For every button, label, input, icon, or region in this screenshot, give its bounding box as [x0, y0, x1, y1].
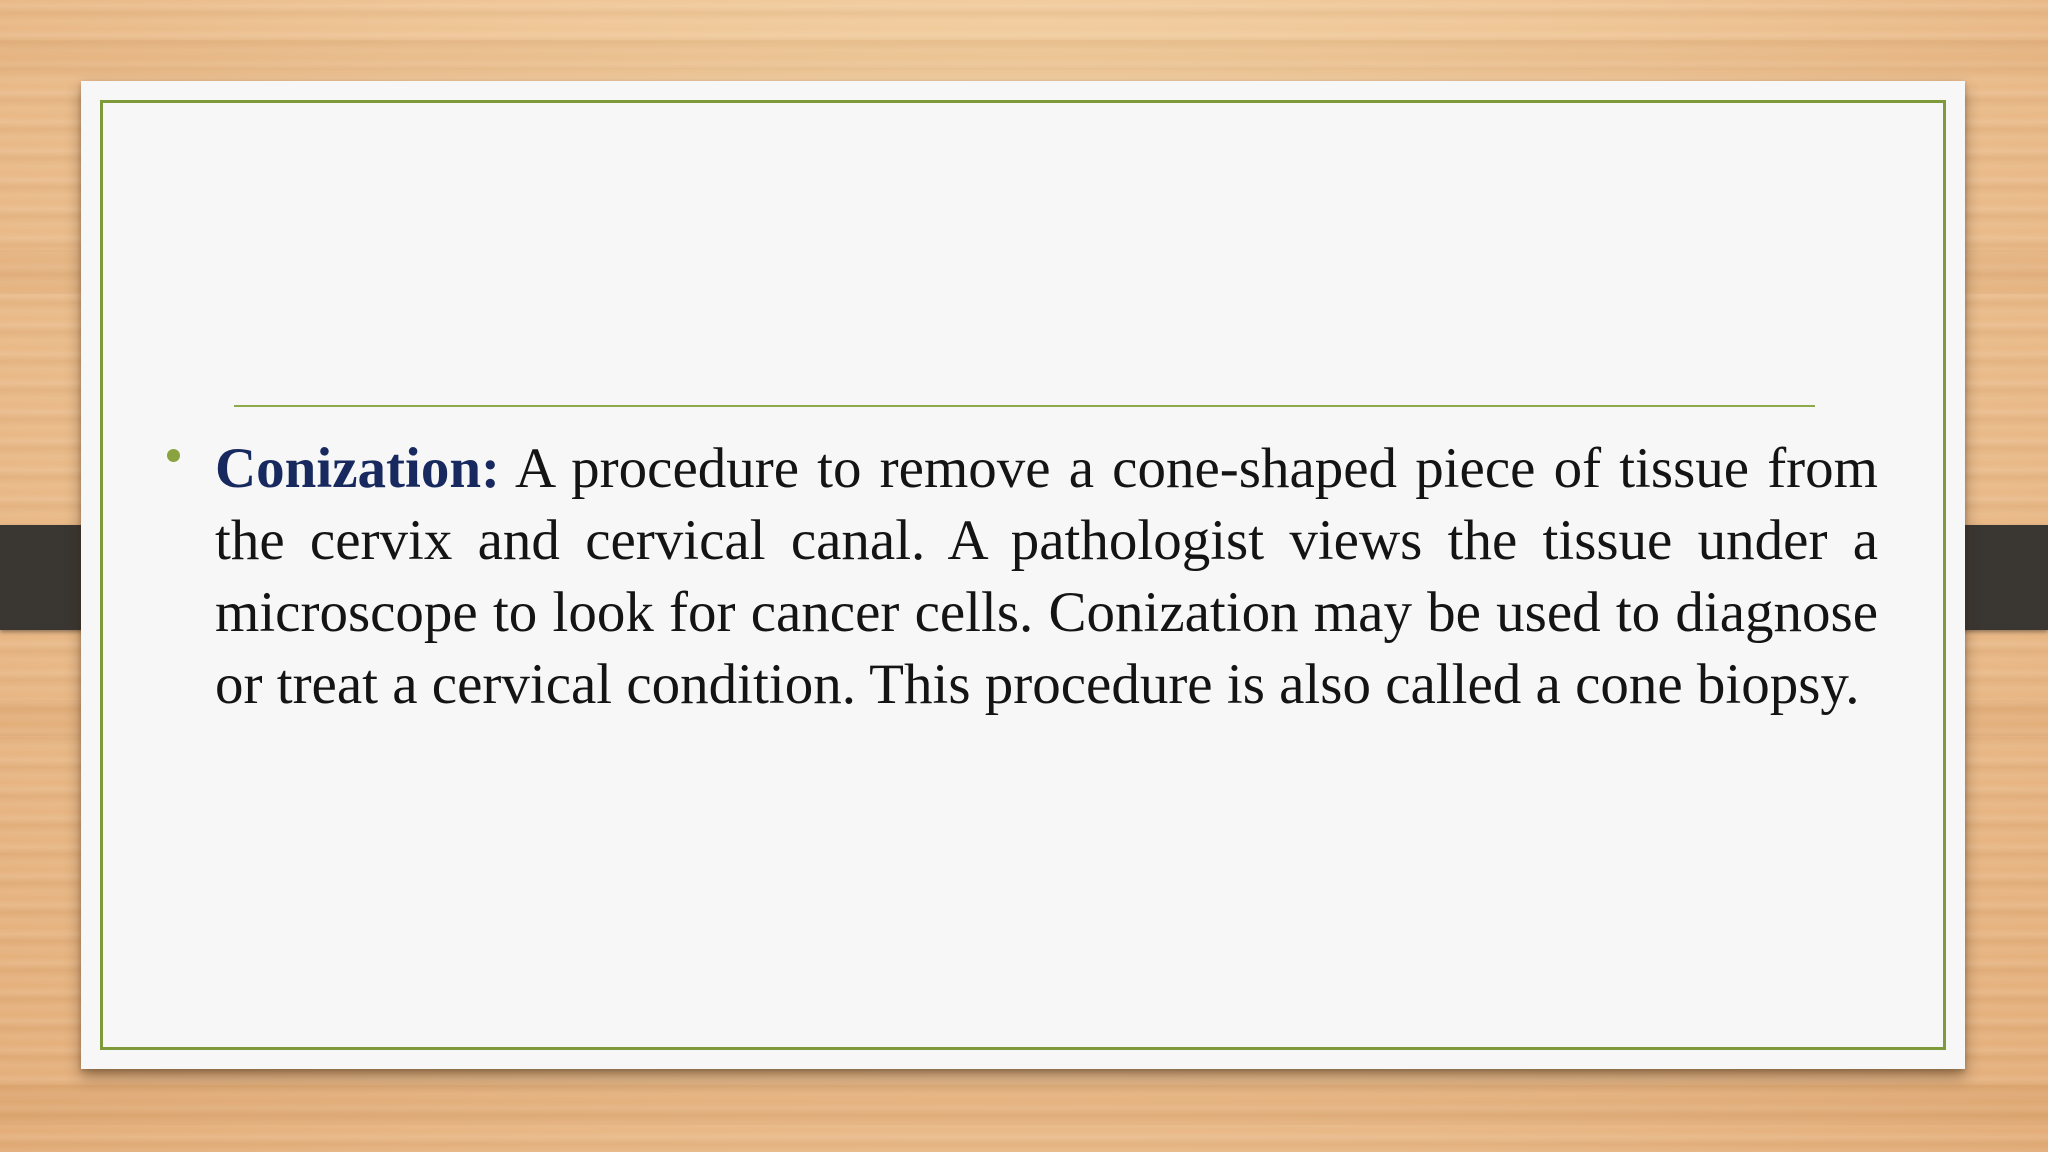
wood-grain — [0, 40, 2048, 70]
term-heading: Conization: — [215, 437, 500, 500]
bullet-paragraph — [215, 433, 1878, 721]
title-divider-line — [234, 405, 1815, 407]
term-definition: A procedure to remove a cone-shaped piece of tissue from the cervix and cervical canal. A pathologist views the tissue under a microscope to look for cancer cells. Conization may be used to diagnose or treat a cervical condition. This procedure is also called a cone biopsy. — [215, 437, 1878, 716]
bullet-dot-icon — [167, 449, 180, 462]
wood-grain — [0, 1085, 2048, 1125]
slide-body — [215, 433, 1878, 721]
